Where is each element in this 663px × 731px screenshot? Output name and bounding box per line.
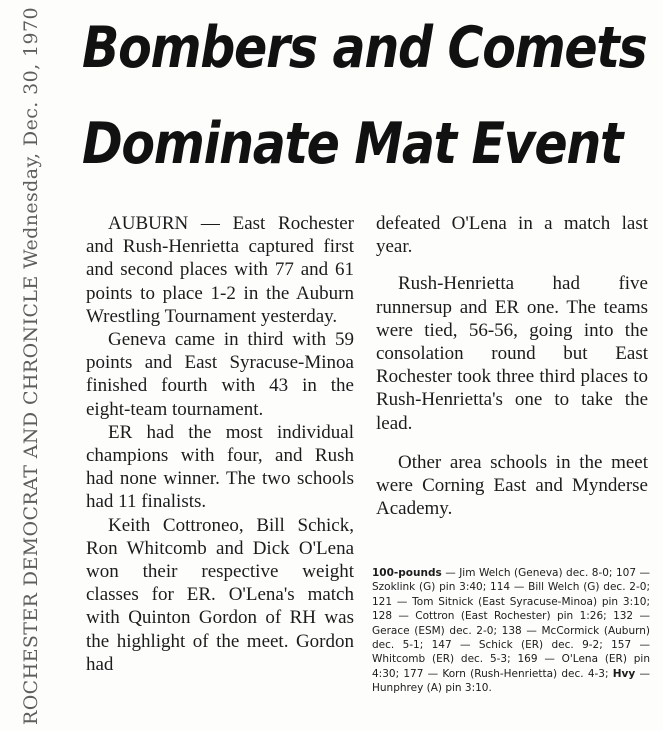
newspaper-dateline: ROCHESTER DEMOCRAT AND CHRONICLE Wednesday, Dec. 30, 1970 bbox=[20, 7, 42, 725]
article-column-left bbox=[86, 212, 354, 676]
headline-line-1: Bombers and Comets bbox=[82, 15, 647, 81]
article-paragraph: Keith Cottroneo, Bill Schick, Ron Whitcomb and Dick O'Lena won their respective weight classes for ER. O'Lena's match with Quinton Gordon of RH was the highlight of the meet. Gordon had bbox=[86, 514, 354, 675]
article-column-right bbox=[376, 212, 648, 520]
article-paragraph: Rush-Henrietta had five runnersup and ER one. The teams were tied, 56-56, going into the consolation round but East Rochester took three third places to Rush-Henrietta's one to take the lead. bbox=[376, 273, 648, 434]
results-text: — Jim Welch (Geneva) dec. 8-0; 107 — Szoklink (G) pin 3:40; 114 — Bill Welch (G) dec. 2-0; 121 — Tom Sitnick (East Syracuse-Minoa) pin 3:10; 128 — Cottron (East Rochester) pin 1:26; 132 — Gerace (ESM) dec. 2-0; 138 — McCormick (Auburn) dec. 5-1; 147 — Schick (ER) dec. 9-2; 157 — Whitcomb (ER) dec. 5-3; 169 — O'Lena (ER) pin 4:30; 177 — Korn (Rush-Henrietta) dec. 4-3; bbox=[372, 567, 650, 680]
match-results bbox=[372, 566, 650, 696]
article-paragraph: Geneva came in third with 59 points and East Syracuse-Minoa finished fourth with 43 in the eight-team tournament. bbox=[86, 329, 354, 420]
article-paragraph: Other area schools in the meet were Corning East and Mynderse Academy. bbox=[376, 451, 648, 520]
article-paragraph: defeated O'Lena in a match last year. bbox=[376, 213, 648, 258]
results-hvy-text: — Hunphrey (A) pin 3:10. bbox=[372, 667, 650, 695]
headline bbox=[82, 8, 647, 200]
results-hvy-label: Hvy bbox=[612, 667, 636, 680]
results-lead: 100-pounds bbox=[372, 567, 442, 579]
results-paragraph bbox=[372, 566, 650, 696]
article-paragraph: AUBURN — East Rochester and Rush-Henrietta captured first and second places with 77 and 61 points to place 1-2 in the Auburn Wrestling Tournament yesterday. bbox=[86, 213, 354, 327]
article-paragraph: ER had the most individual champions with four, and Rush had none winner. The two schools had 11 finalists. bbox=[86, 421, 354, 513]
headline-line-2: Dominate Mat Event bbox=[82, 111, 623, 177]
